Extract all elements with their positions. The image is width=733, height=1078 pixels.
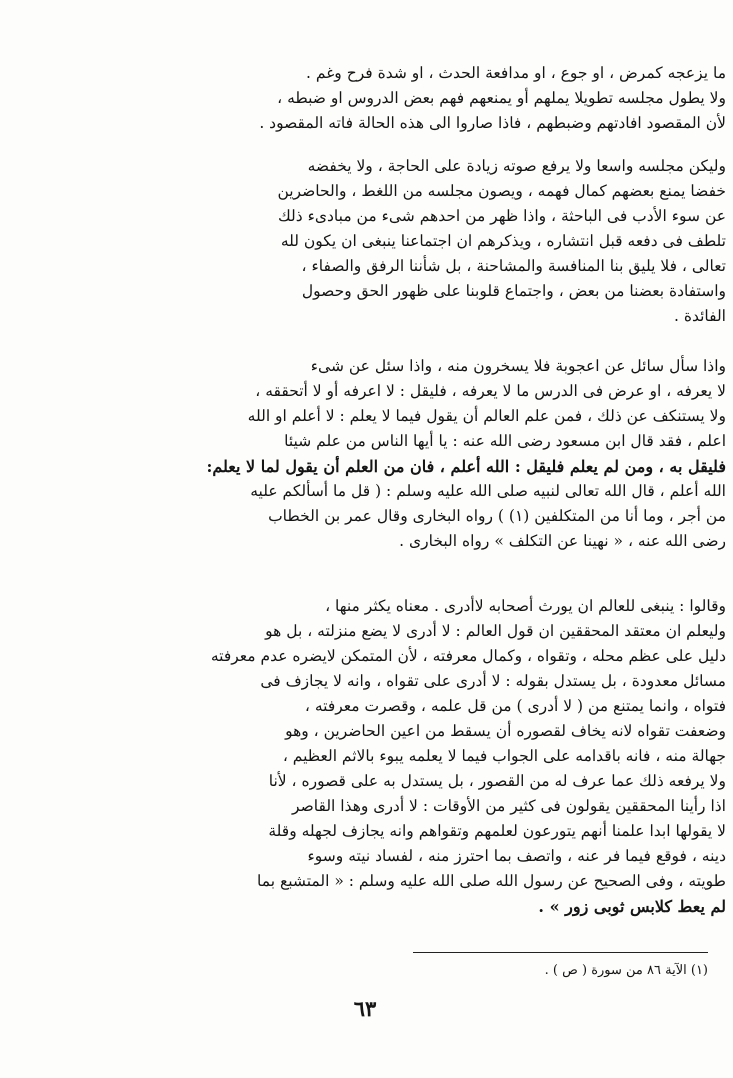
text-line: تلطف فى دفعه قبل انتشاره ، ويذكرهم ان اجتماعنا ينبغى ان يكون لله bbox=[280, 232, 726, 250]
text-line: لا يعرفه ، او عرض فى الدرس ما لا يعرفه ، فليقل : لا اعرفه أو لا أتحققه ، bbox=[255, 382, 726, 400]
text-line: واذا سأل سائل عن اعجوبة فلا يسخرون منه ، واذا سئل عن شىء bbox=[310, 357, 726, 375]
text-line: واستفادة بعضنا من بعض ، واجتماع قلوبنا على ظهور الحق وحصول bbox=[301, 282, 726, 300]
text-line: دليل على عظم محله ، وتقواه ، وكمال معرفته ، لأن المتمكن لايضره عدم معرفته bbox=[210, 647, 726, 665]
text-line: وضعفت تقواه لانه يخاف لقصوره أن يسقط من اعين الحاضرين ، وهو bbox=[285, 722, 726, 740]
text-line: عن سوء الأدب فى الباحثة ، واذا ظهر من احدهم شىء من مبادىء ذلك bbox=[277, 207, 726, 225]
text-line: لم يعط كلابس ثوبى زور » . bbox=[538, 897, 726, 916]
text-line: الله أعلم ، قال الله تعالى لنبيه صلى الله عليه وسلم : ( قل ما أسألكم عليه bbox=[250, 482, 726, 500]
paragraph-3 bbox=[108, 354, 726, 554]
text-line: من أجر ، وما أنا من المتكلفين (١) ) رواه البخارى وقال عمر بن الخطاب bbox=[268, 507, 726, 525]
text-line: جهالة منه ، فانه باقدامه على الجواب فيما لا يعلمه يبوء بالاثم العظيم ، bbox=[282, 747, 726, 765]
text-line: تعالى ، فلا يليق بنا المنافسة والمشاحنة ، بل شأننا الرفق والصفاء ، bbox=[301, 257, 726, 275]
text-line: وليكن مجلسه واسعا ولا يرفع صوته زيادة على الحاجة ، ولا يخفضه bbox=[307, 157, 726, 175]
text-line: طويته ، وفى الصحيح عن رسول الله صلى الله عليه وسلم : « المتشبع بما bbox=[257, 872, 726, 890]
text-line: رضى الله عنه ، « نهينا عن التكلف » رواه البخارى . bbox=[399, 532, 726, 550]
text-line: لا يقولها ابدا علمنا أنهم يتورعون لعلمهم وتقواهم وانه يجازف لجهله وقلة bbox=[268, 822, 726, 840]
paragraph-1 bbox=[108, 61, 726, 136]
text-line: ولا يطول مجلسه تطويلا يملهم أو يمنعهم فهم بعض الدروس او ضبطه ، bbox=[277, 89, 726, 107]
paragraph-2 bbox=[108, 154, 726, 329]
text-line: اذا رأينا المحققين يقولون فى كثير من الأوقات : لا أدرى وهذا القاصر bbox=[292, 797, 726, 815]
text-line: ولا يستنكف عن ذلك ، فمن علم العالم أن يقول فيما لا يعلم : لا أعلم او الله bbox=[247, 407, 726, 425]
text-line: فليقل به ، ومن لم يعلم فليقل : الله أعلم ، فان من العلم أن يقول لما لا يعلم: bbox=[206, 457, 726, 476]
text-line: ولا يرفعه ذلك عما عرف له من القصور ، بل يستدل به على قصوره ، لأنا bbox=[268, 772, 726, 790]
text-line: فتواه ، وانما يمتنع من ( لا أدرى ) من قل علمه ، وقصرت معرفته ، bbox=[304, 697, 726, 715]
text-line: اعلم ، فقد قال ابن مسعود رضى الله عنه : يا أيها الناس من علم شيئا bbox=[284, 432, 726, 450]
text-line: لأن المقصود افادتهم وضبطهم ، فاذا صاروا الى هذه الحالة فاته المقصود . bbox=[259, 114, 726, 132]
text-line: خفضا يمنع بعضهم كمال فهمه ، ويصون مجلسه من اللغط ، والحاضرين bbox=[277, 182, 726, 200]
page-number: ٦٣ bbox=[353, 996, 377, 1021]
text-line: ما يزعجه كمرض ، او جوع ، او مدافعة الحدث ، او شدة فرح وغم . bbox=[306, 64, 726, 82]
text-line: وليعلم ان معتقد المحققين ان قول العالم : لا أدرى لا يضع منزلته ، بل هو bbox=[265, 622, 726, 640]
paragraph-4 bbox=[108, 594, 726, 919]
footnote-divider bbox=[413, 952, 708, 953]
footnote: (١) الآية ٨٦ من سورة ( ص ) . bbox=[544, 963, 708, 978]
text-line: دينه ، فوقع فيما فر عنه ، واتصف بما احترز منه ، لفساد نيته وسوء bbox=[307, 847, 726, 865]
text-line: وقالوا : ينبغى للعالم ان يورث أصحابه لاأدرى . معناه يكثر منها ، bbox=[325, 597, 726, 615]
text-line: مسائل معدودة ، بل يستدل بقوله : لا أدرى على تقواه ، وانه لا يجازف فى bbox=[260, 672, 726, 690]
text-line: الفائدة . bbox=[673, 307, 726, 325]
